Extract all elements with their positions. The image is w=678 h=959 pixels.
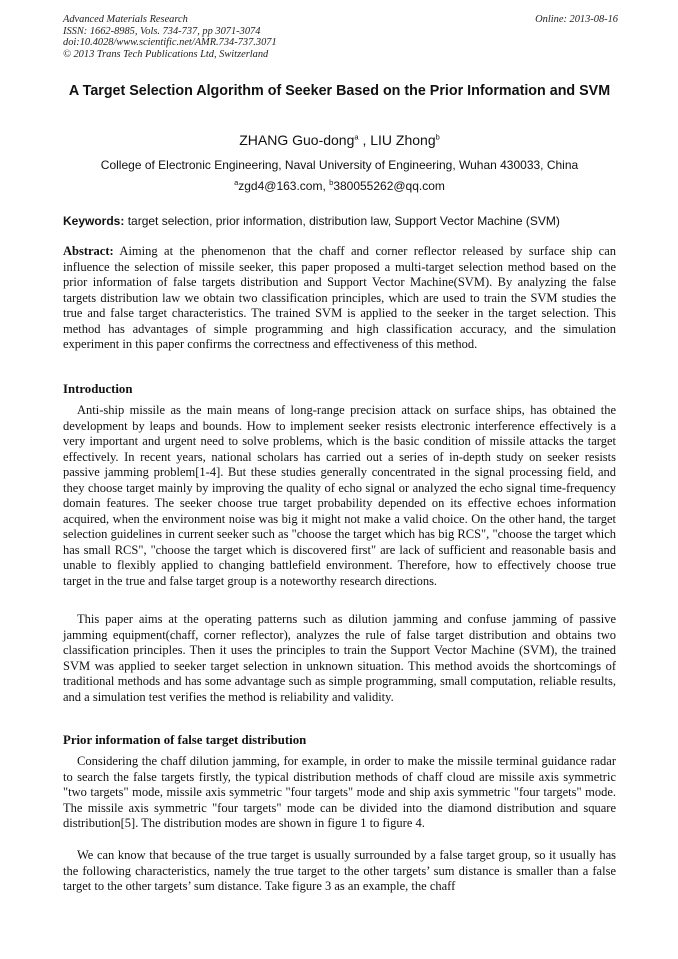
- keywords: [63, 213, 618, 229]
- doi-line: doi:10.4028/www.scientific.net/AMR.734-737.3071: [63, 37, 277, 49]
- issn-line: ISSN: 1662-8985, Vols. 734-737, pp 3071-3074: [63, 25, 261, 37]
- email-line: [63, 178, 616, 194]
- abstract-text: Aiming at the phenomenon that the chaff and corner reflector released by surface ship can influence the selection of missile seeker, this paper proposed a multi-target selection method based on the prior information of false targets distribution and Support Vector Machine(SVM). By analyzing the false targets distribution law we obtain two classification principles, which are used to train the SVM studies the true and false target characteristics. The trained SVM is applied to the seeker in the target selection. This method has advantages of simple programming and high classification accuracy, and the simulation experiment in this paper confirms the correctness and effectiveness of this method.: [63, 244, 616, 351]
- email-a: zgd4@163.com,: [238, 179, 330, 193]
- author-2-name: LIU Zhong: [370, 132, 436, 148]
- abstract-label: Abstract:: [63, 244, 114, 258]
- author-1-sup: a: [354, 132, 359, 142]
- journal-header: [63, 14, 618, 60]
- keywords-text: target selection, prior information, distribution law, Support Vector Machine (SVM): [124, 214, 560, 228]
- journal-name: Advanced Materials Research: [63, 14, 188, 25]
- abstract: [63, 244, 616, 353]
- paper-title: A Target Selection Algorithm of Seeker Based on the Prior Information and SVM: [68, 83, 611, 99]
- online-date: Online: 2013-08-16: [535, 14, 618, 25]
- prior-info-paragraph-2: We can know that because of the true target is usually surrounded by a false target group, so it usually has the following characteristics, namely the true target to the other targets’ sum distance is smaller than a false target to the other targets’ sum distance. Take figure 3 as an example, the chaff: [63, 848, 616, 893]
- prior-info-paragraph-1: Considering the chaff dilution jamming, for example, in order to make the missile terminal guidance radar to search the false targets firstly, the typical distribution methods of chaff cloud are missile axis symmetric "two targets" mode, missile axis symmetric "four targets" mode and ship axis symmetric "four targets" mode. The missile axis symmetric "four targets" mode can be divided into the diamond distribution and square distribution[5]. The distribution modes are shown in figure 1 to figure 4.: [63, 754, 616, 830]
- author-separator: ,: [358, 132, 371, 148]
- author-1-name: ZHANG Guo-dong: [239, 132, 355, 148]
- author-line: [63, 131, 616, 149]
- introduction-paragraph-1: Anti-ship missile as the main means of long-range precision attack on surface ships, has obtained the development by leaps and bounds. How to implement seeker resists electronic interference effectively is a very important and urgent need to solve problems, which is the basic condition of missile attacks the target effectively. In recent years, national scholars has carried out a series of in-depth study on seeker resists passive jamming problem[1-4]. But these studies generally concentrated in the signal processing field, and they choose target mainly by improving the quality of echo signal or analyzed the echo signal time-frequency domain features. The seeker choose true target probability depended on its effective echoes information acquired, when the environment noise was big it might not make a valid choice. On the other hand, the target selection guidelines in current seeker such as "choose the target which has big RCS", "choose the target which has small RCS", "choose the target which is discovered first" are lack of sufficient and reasonable basis and unable to flexibly applied to changing battlefield environment. Therefore, how to effectively choose true target in the true and false target group is a noteworthy research directions.: [63, 403, 616, 588]
- prior-info-heading: Prior information of false target distribution: [63, 733, 307, 747]
- introduction-heading: Introduction: [63, 382, 133, 396]
- affiliation: College of Electronic Engineering, Naval University of Engineering, Wuhan 430033, China: [100, 158, 579, 172]
- email-b: 380055262@qq.com: [333, 179, 445, 193]
- copyright-line: © 2013 Trans Tech Publications Ltd, Switzerland: [63, 48, 269, 60]
- email-a-sup: a: [234, 178, 239, 187]
- author-2-sup: b: [435, 132, 440, 142]
- keywords-label: Keywords:: [63, 214, 125, 228]
- introduction-paragraph-2: This paper aims at the operating patterns such as dilution jamming and confuse jamming of passive jamming equipment(chaff, corner reflector), analyzes the rule of false target distribution and obtains two classification principles. Then it uses the principles to train the Support Vector Machine (SVM), the trained SVM was applied to seeker target selection in unknown situation. This method avoids the shortcomings of traditional methods and has some advantage such as simple programming, small computation, reliable results, and a simulation test verifies the method is reliability and validity.: [63, 612, 616, 704]
- email-b-sup: b: [329, 178, 334, 187]
